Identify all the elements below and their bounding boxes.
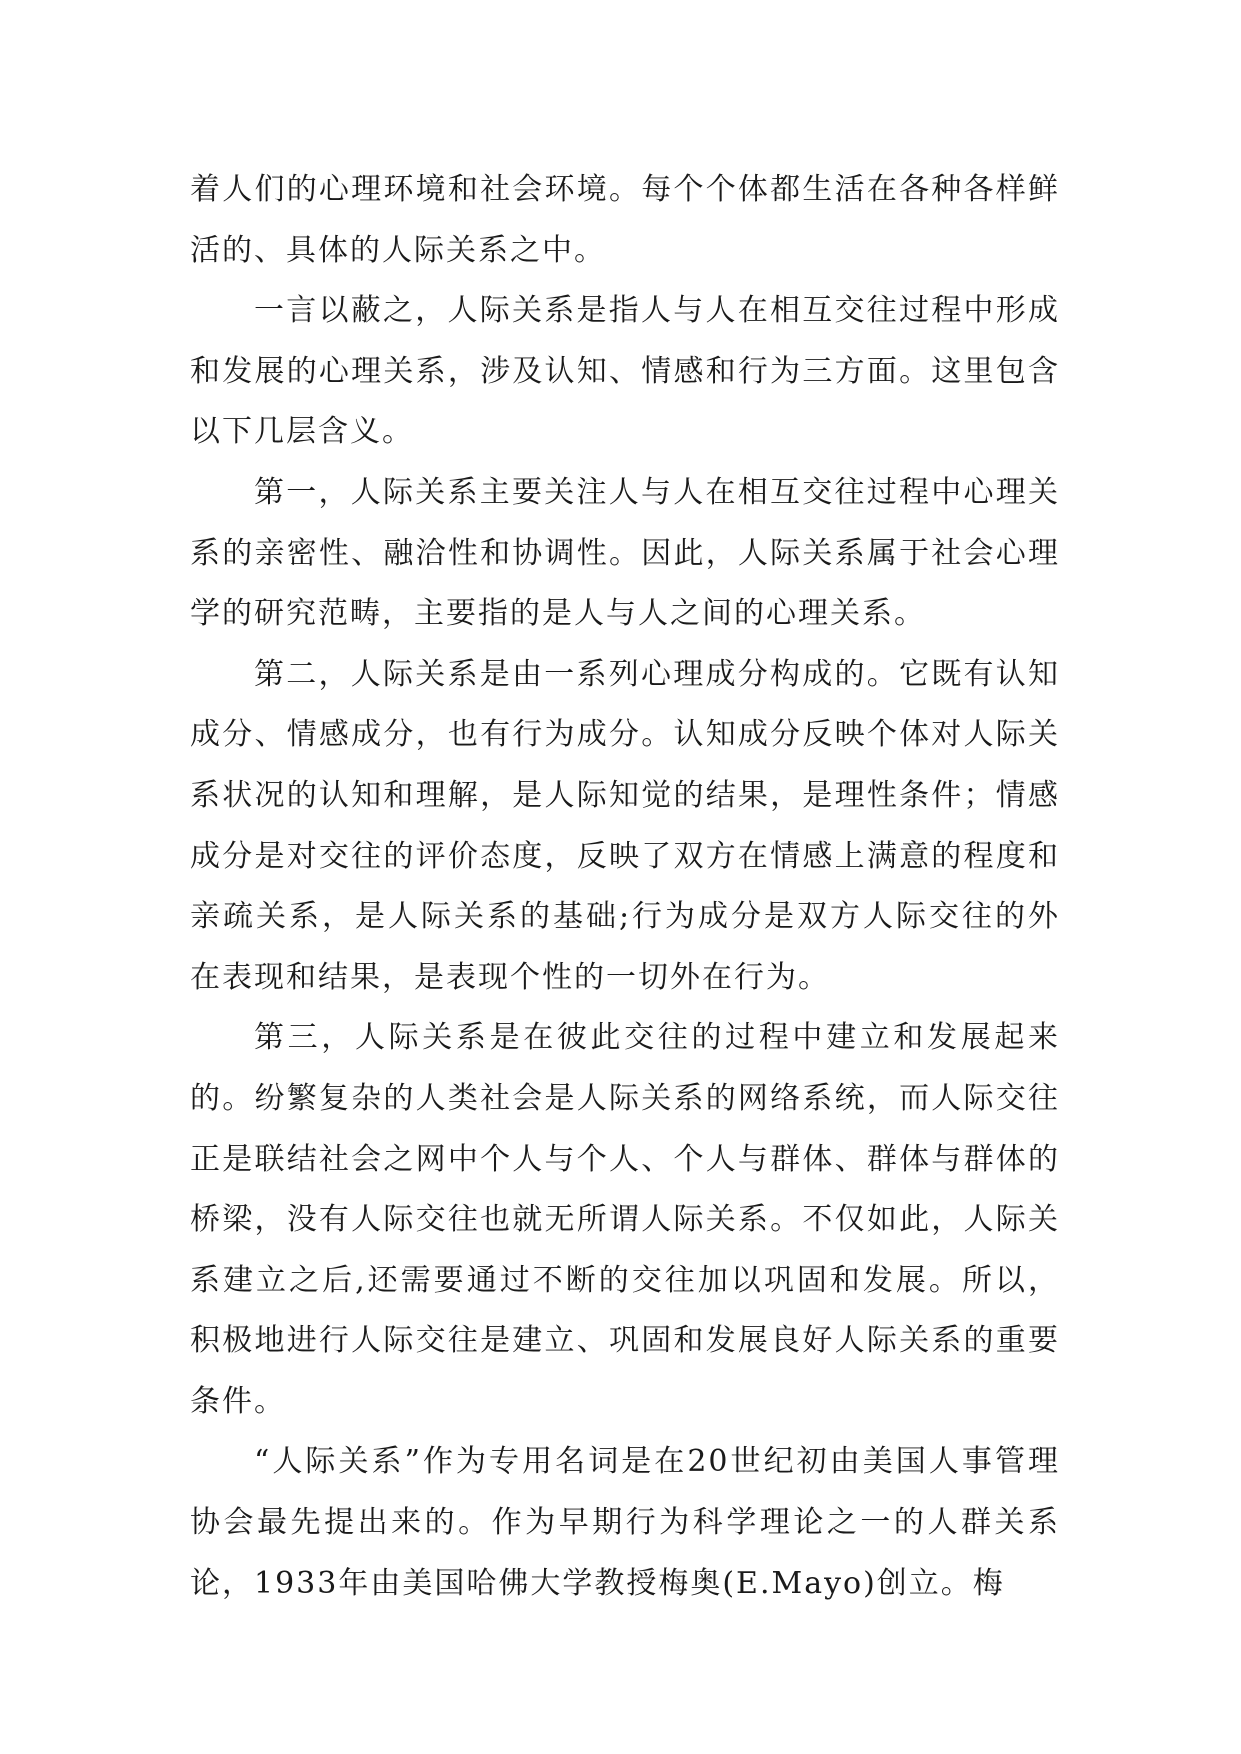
paragraph-1: 着人们的心理环境和社会环境。每个个体都生活在各种各样鲜活的、具体的人际关系之中。 xyxy=(190,172,1060,268)
paragraph-2: 一言以蔽之，人际关系是指人与人在相互交往过程中形成和发展的心理关系，涉及认知、情感和行为三方面。这里包含以下几层含义。 xyxy=(190,293,1060,450)
paragraph-4: 第二，人际关系是由一系列心理成分构成的。它既有认知成分、情感成分，也有行为成分。认知成分反映个体对人际关系状况的认知和理解，是人际知觉的结果，是理性条件；情感成分是对交往的评价态度，反映了双方在情感上满意的程度和亲疏关系，是人际关系的基础;行为成分是双方人际交往的外在表现和结果，是表现个性的一切外在行为。 xyxy=(190,656,1060,995)
body-text xyxy=(190,160,1060,1614)
paragraph-3: 第一，人际关系主要关注人与人在相互交往过程中心理关系的亲密性、融洽性和协调性。因此，人际关系属于社会心理学的研究范畴，主要指的是人与人之间的心理关系。 xyxy=(190,474,1060,632)
paragraph-6: “人际关系”作为专用名词是在20世纪初由美国人事管理协会最先提出来的。作为早期行为科学理论之一的人群关系论，1933年由美国哈佛大学教授梅奥(E.Mayo)创立。梅 xyxy=(190,1444,1060,1601)
paragraph-5: 第三，人际关系是在彼此交往的过程中建立和发展起来的。纷繁复杂的人类社会是人际关系的网络系统，而人际交往正是联结社会之网中个人与个人、个人与群体、群体与群体的桥梁，没有人际交往也就无所谓人际关系。不仅如此，人际关系建立之后,还需要通过不断的交往加以巩固和发展。所以，积极地进行人际交往是建立、巩固和发展良好人际关系的重要条件。 xyxy=(190,1020,1060,1419)
